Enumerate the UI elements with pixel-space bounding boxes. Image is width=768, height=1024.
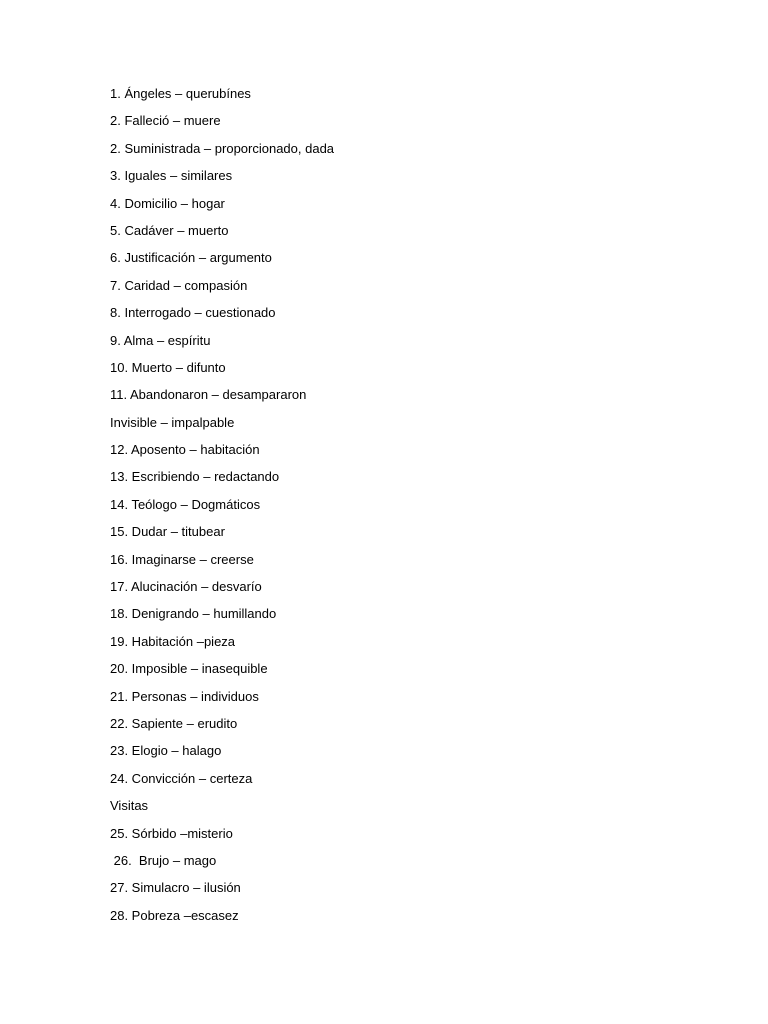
list-item: 14. Teólogo – Dogmáticos <box>110 496 261 512</box>
list-item: 4. Domicilio – hogar <box>110 195 225 211</box>
list-item: Invisible – impalpable <box>110 414 235 430</box>
list-item: 23. Elogio – halago <box>110 743 222 759</box>
list-item: 25. Sórbido –misterio <box>110 825 233 841</box>
list-item: 3. Iguales – similares <box>110 168 233 184</box>
list-item: 9. Alma – espíritu <box>110 332 211 348</box>
list-item: 16. Imaginarse – creerse <box>110 551 254 567</box>
list-item: Visitas <box>110 798 149 814</box>
list-item: 27. Simulacro – ilusión <box>110 880 241 896</box>
list-item: 13. Escribiendo – redactando <box>110 469 280 485</box>
list-item: 15. Dudar – titubear <box>110 524 225 540</box>
list-item: 8. Interrogado – cuestionado <box>110 305 276 321</box>
list-item: 11. Abandonaron – desampararon <box>110 387 307 403</box>
list-item: 22. Sapiente – erudito <box>110 715 238 731</box>
list-item: 20. Imposible – inasequible <box>110 661 268 677</box>
list-item: 12. Aposento – habitación <box>110 442 260 458</box>
list-item: 18. Denigrando – humillando <box>110 606 277 622</box>
list-item: 10. Muerto – difunto <box>110 359 226 375</box>
synonym-list <box>110 85 334 934</box>
list-item: 2. Suministrada – proporcionado, dada <box>110 140 335 156</box>
list-item: 17. Alucinación – desvarío <box>110 579 262 595</box>
list-item: 1. Ángeles – querubínes <box>110 86 251 101</box>
list-item: 6. Justificación – argumento <box>110 250 272 266</box>
list-item: 28. Pobreza –escasez <box>110 907 239 923</box>
list-item: 2. Falleció – muere <box>110 113 221 129</box>
list-item: 26. Brujo – mago <box>110 852 217 868</box>
list-item: 7. Caridad – compasión <box>110 277 248 293</box>
list-item: 21. Personas – individuos <box>110 688 259 704</box>
list-item: 24. Convicción – certeza <box>110 770 253 786</box>
list-item: 5. Cadáver – muerto <box>110 222 229 238</box>
list-item: 19. Habitación –pieza <box>110 633 236 649</box>
